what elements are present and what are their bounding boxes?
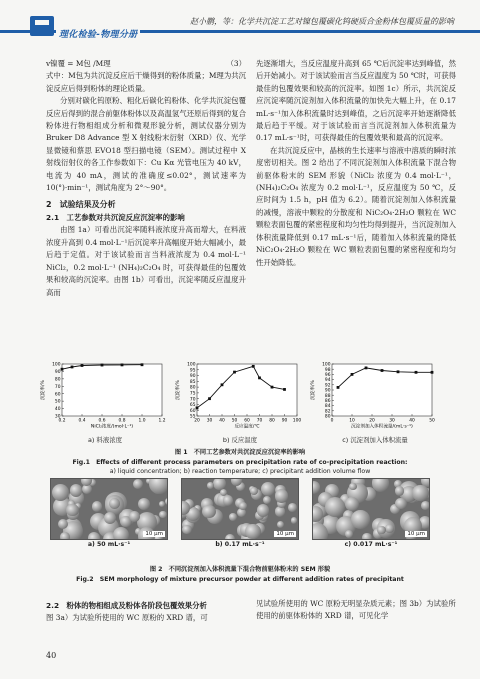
data-point	[431, 371, 434, 374]
sem-particle	[245, 524, 260, 539]
sem-particle	[288, 503, 297, 512]
right-column	[256, 58, 456, 269]
sem-particle	[257, 504, 270, 517]
y-tick-label: 92	[324, 383, 331, 389]
y-tick-label: 84	[324, 404, 331, 410]
data-point	[221, 383, 224, 386]
y-tick-label: 70	[54, 384, 61, 390]
data-point	[208, 397, 211, 400]
sem-particle	[277, 521, 284, 528]
figure-2-caption-cn: 图 2 不同沉淀剂加入体积流量下混合物前驱体粉末的 SEM 形貌	[149, 566, 331, 573]
y-tick-label: 100	[187, 362, 196, 368]
chart-panel-c	[310, 360, 440, 444]
sem-particle	[351, 510, 369, 528]
sem-particle	[349, 483, 357, 491]
y-tick-label: 40	[54, 407, 61, 413]
y-tick-label: 70	[189, 397, 196, 403]
sem-particle	[250, 487, 258, 495]
x-tick-label: 100	[292, 418, 302, 424]
sem-particle	[104, 512, 116, 524]
sem-particle	[159, 501, 166, 508]
subsection-heading: 2.1 工艺参数对共沉淀反应沉淀率的影响	[46, 213, 185, 223]
y-tick-label: 65	[189, 403, 196, 409]
sem-particle	[165, 498, 168, 505]
y-tick-label: 98	[324, 367, 331, 373]
x-tick-label: 0.4	[78, 418, 86, 424]
chart-panel-b	[175, 360, 305, 444]
y-tick-label: 90	[324, 388, 331, 394]
figure-1-caption-en-2: a) liquid concentration; b) reaction temperature; c) precipitant addition volume flow	[109, 468, 371, 475]
y-tick-label: 90	[54, 370, 61, 376]
x-tick-label: 90	[281, 418, 288, 424]
sem-particle	[149, 478, 168, 494]
sem-particle	[109, 498, 120, 509]
sem-particle	[325, 497, 345, 517]
sem-particle	[113, 527, 129, 540]
sem-particle	[372, 478, 390, 492]
page-header	[0, 0, 480, 46]
y-tick-label: 100	[322, 362, 331, 368]
figure-1	[40, 360, 440, 444]
sem-particle	[182, 525, 192, 535]
data-point	[101, 364, 104, 367]
sem-particle	[291, 517, 297, 523]
paragraph: 分别对碳化钨原粉、粗化后碳化钨粉体、化学共沉淀包覆反应后得到的混合前躯体粉体以及高温氢气还原后得到的复合粉体进行物相组成分析和微观形貌分析，测试仪器分别为 Bruker D8 Advance 型 X 射线粉末衍射（XRD）仪、光学显微镜和蔡思 EVO18 型扫描电镜（SEM）。测试过程中 X 射线衍射仪的各工作参数如下：Cu Kα 光管电压为 40 kV，电流为 40 mA，测试的准确度≤0.02°，测试速率为 10(°)·min⁻¹，测试角度为 2°～90°。	[46, 96, 246, 193]
sem-particle	[385, 524, 394, 533]
y-tick-label: 75	[189, 391, 196, 397]
y-tick-label: 82	[324, 409, 331, 415]
equation	[46, 58, 246, 70]
x-tick-label: 20	[194, 418, 200, 424]
x-tick-label: 40	[409, 418, 415, 424]
data-point	[233, 371, 236, 374]
data-point	[415, 371, 418, 374]
sem-particle	[395, 498, 407, 510]
x-tick-label: 30	[389, 418, 395, 424]
sem-particle	[207, 482, 214, 489]
data-point	[121, 363, 124, 366]
sem-particle	[223, 495, 234, 506]
sem-particle	[229, 513, 237, 521]
data-point	[271, 386, 274, 389]
x-tick-label: 0.6	[98, 418, 106, 424]
scale-bar: 10 μm	[407, 531, 425, 537]
y-tick-label: 94	[324, 378, 331, 384]
data-point	[81, 364, 84, 367]
data-point	[141, 363, 144, 366]
sem-particle	[92, 501, 102, 511]
y-tick-label: 80	[189, 385, 196, 391]
y-tick-label: 100	[52, 362, 61, 368]
sem-image-b	[181, 478, 299, 540]
paragraph: 先逐渐增大，当反应温度升高到 65 ℃后沉淀率达到峰值，然后开始减小。对于该试验而言当反应温度为 50 ℃时，可获得最佳的包覆效果和较高的沉淀率。如图 1c）所示，共沉淀反应沉淀率随沉淀剂加入体积流量的加快先大幅上升，在 0.17 mL·s⁻¹加入体积流量时达到峰值，之后沉淀率开始逐渐降低最后趋于平缓。对于该试验而言当沉淀剂加入体积流量为 0.17 mL·s⁻¹时，可获得最佳的包覆效果和最高的沉淀率。	[256, 59, 456, 143]
sem-particle	[275, 506, 285, 516]
figure-2-caption-en: Fig.2 SEM morphology of mixture precursor powder at different addition rates of precipitant	[76, 576, 404, 583]
bottom-right-column	[256, 598, 456, 623]
equation-text: v镍覆 = M包 /M理	[46, 59, 111, 68]
y-tick-label: 50	[54, 399, 61, 405]
sem-label-c: c) 0.017 mL·s⁻¹	[344, 541, 398, 548]
y-tick-label: 88	[324, 393, 331, 399]
journal-logo-icon	[30, 16, 54, 36]
sem-particle	[362, 533, 371, 540]
x-tick-label: 1.2	[158, 418, 166, 424]
chart-panel-a	[40, 360, 170, 444]
y-tick-label: 80	[54, 377, 61, 383]
running-head: 赵小鹏，等：化学共沉淀工艺对镍包覆碳化钨硬质合金粉体包覆质量的影响	[190, 17, 454, 26]
scale-bar: 10 μm	[145, 531, 163, 537]
sem-label-a: a) 50 mL·s⁻¹	[87, 541, 131, 548]
y-tick-label: 80	[324, 414, 331, 420]
x-tick-label: 0.2	[58, 418, 66, 424]
panel-c-label: c) 沉淀剂加入体积流量	[342, 436, 408, 444]
paragraph: 见试验所使用的 WC 原粉无明显杂质元素；图 3b）为试验所使用的前驱体粉体的 XRD 谱，可见化学	[256, 599, 456, 621]
sem-particle	[133, 479, 143, 489]
x-tick-label: 50	[231, 418, 238, 424]
scale-bar: 10 μm	[276, 531, 294, 537]
sem-particle	[239, 502, 247, 510]
sem-image-c	[312, 478, 430, 540]
paragraph: 由图 1a）可看出沉淀率随料液浓度升高而增大，在料液浓度升高到 0.4 mol·L⁻¹后沉淀率升高幅度开始大幅减小，最后趋于定值。对于该试验而言当料液浓度为 0.4 mol·L⁻¹ NiCl₂，0.2 mol·L⁻¹ (NH₄)₂C₂O₄ 时，可获得最佳的包覆效果和较高的沉淀率。由图 1b）可看出，沉淀率随反应温度升高而	[46, 225, 246, 297]
paragraph: 式中：M包为共沉淀反应后干燥得到的粉体质量；M理为共沉淀反应后得到粉体的理论质量。	[46, 71, 246, 93]
sem-particle	[275, 489, 288, 502]
paragraph: 在共沉淀反应中，晶核的生长速率与溶液中溶质的瞬时浓度密切相关。图 2 给出了不同沉淀剂加入体积流量下混合物前驱体粉末的 SEM 形貌（NiCl₂ 浓度为 0.4 mol·L⁻¹，(NH₄)₂C₂O₄ 浓度为 0.2 mol·L⁻¹，反应温度为 50 ℃，反应时间为 1.5 h，pH 值为 6.2）。随着沉淀剂加入体积流量的减慢，溶液中颗粒的分散度和 NiC₂O₄·2H₂O 颗粒在 WC 颗粒表面包覆的紧密程度和均匀性均得到提升，当沉淀剂加入体积流量降低到 0.17 mL·s⁻¹后，随着加入体积流量的降低 NiC₂O₄·2H₂O 颗粒在 WC 颗粒表面包覆的紧密程度和均匀性开始降低。	[256, 145, 456, 267]
data-point	[196, 407, 199, 410]
y-axis-label: 沉淀率/%	[41, 380, 46, 400]
equation-number: （3）	[226, 59, 246, 68]
y-tick-label: 60	[189, 408, 196, 414]
x-tick-label: 30	[206, 418, 213, 424]
data-point	[258, 376, 261, 379]
sem-particle	[421, 501, 430, 510]
x-axis-label: 沉淀剂加入体积流量/(mL·s⁻¹)	[351, 424, 413, 430]
panel-b-label: b) 反应温度	[222, 436, 258, 444]
sem-particle	[395, 486, 404, 495]
data-point	[381, 369, 384, 372]
data-point	[252, 365, 255, 368]
sem-particle	[412, 485, 428, 501]
y-axis-label: 沉淀率/%	[176, 380, 181, 400]
x-tick-label: 70	[256, 418, 263, 424]
sem-particle	[138, 498, 150, 510]
chart-c	[310, 360, 440, 434]
y-tick-label: 55	[189, 414, 196, 420]
y-tick-label: 85	[189, 379, 196, 385]
sem-particle	[345, 530, 353, 538]
sem-particle	[70, 484, 82, 496]
journal-title: 理化检验-物理分册	[56, 27, 140, 40]
sem-particle	[159, 511, 167, 519]
x-tick-label: 0	[330, 418, 334, 424]
sem-particle	[66, 504, 78, 516]
x-tick-label: 80	[269, 418, 275, 424]
x-tick-label: 0.8	[118, 418, 126, 424]
data-point	[71, 366, 74, 369]
x-tick-label: 50	[429, 418, 435, 424]
section-heading: 2 试验结果及分析	[46, 200, 116, 210]
data-point	[397, 370, 400, 373]
chart-b	[175, 360, 305, 434]
sem-particle	[261, 482, 275, 496]
subsection-heading: 2.2 粉体的物相组成及粉体各阶段包覆效果分析	[46, 601, 207, 610]
page-number: 40	[46, 651, 57, 660]
sem-particle	[312, 481, 320, 493]
y-tick-label: 86	[324, 399, 331, 404]
y-tick-label: 95	[189, 368, 196, 374]
sem-particle	[377, 526, 386, 535]
left-column	[46, 58, 246, 299]
x-tick-label: 60	[244, 418, 250, 424]
sem-particle	[345, 497, 359, 511]
sem-particle	[225, 534, 236, 540]
panel-a-label: a) 料液浓度	[87, 436, 122, 444]
y-axis-label: 沉淀率/%	[311, 380, 316, 400]
sem-image-a	[50, 478, 168, 540]
y-tick-label: 90	[189, 374, 196, 380]
sem-particle	[88, 532, 101, 540]
data-point	[283, 388, 286, 391]
plot-area	[197, 364, 297, 416]
x-tick-label: 1.0	[138, 418, 146, 424]
figure-1-caption-cn: 图 1 不同工艺参数对共沉淀反应沉淀率的影响	[174, 449, 306, 456]
figure-1-caption-en: Fig.1 Effects of different process parameters on precipitation rate of co-precipitation reaction:	[72, 459, 408, 466]
paragraph: 图 3a）为试验所使用的 WC 原粉的 XRD 谱，可	[46, 613, 208, 622]
x-axis-label: 反应温度/℃	[234, 424, 260, 430]
y-tick-label: 60	[54, 392, 61, 398]
bottom-left-column	[46, 598, 246, 624]
data-point	[337, 386, 340, 389]
data-point	[61, 368, 64, 371]
y-tick-label: 30	[54, 414, 61, 420]
plot-area	[62, 364, 162, 416]
figure-2	[50, 478, 430, 550]
y-tick-label: 96	[324, 373, 331, 378]
sem-particle	[202, 505, 216, 519]
data-point	[365, 367, 368, 370]
sem-particle	[263, 496, 271, 504]
sem-label-b: b) 0.17 mL·s⁻¹	[215, 541, 265, 548]
sem-particle	[60, 532, 70, 540]
x-tick-label: 10	[349, 418, 355, 424]
x-axis-label: NiCl₂浓度/(mol·L⁻¹)	[90, 424, 134, 430]
x-tick-label: 20	[369, 418, 375, 424]
data-point	[351, 373, 354, 376]
chart-a	[40, 360, 170, 434]
x-tick-label: 40	[219, 418, 225, 424]
